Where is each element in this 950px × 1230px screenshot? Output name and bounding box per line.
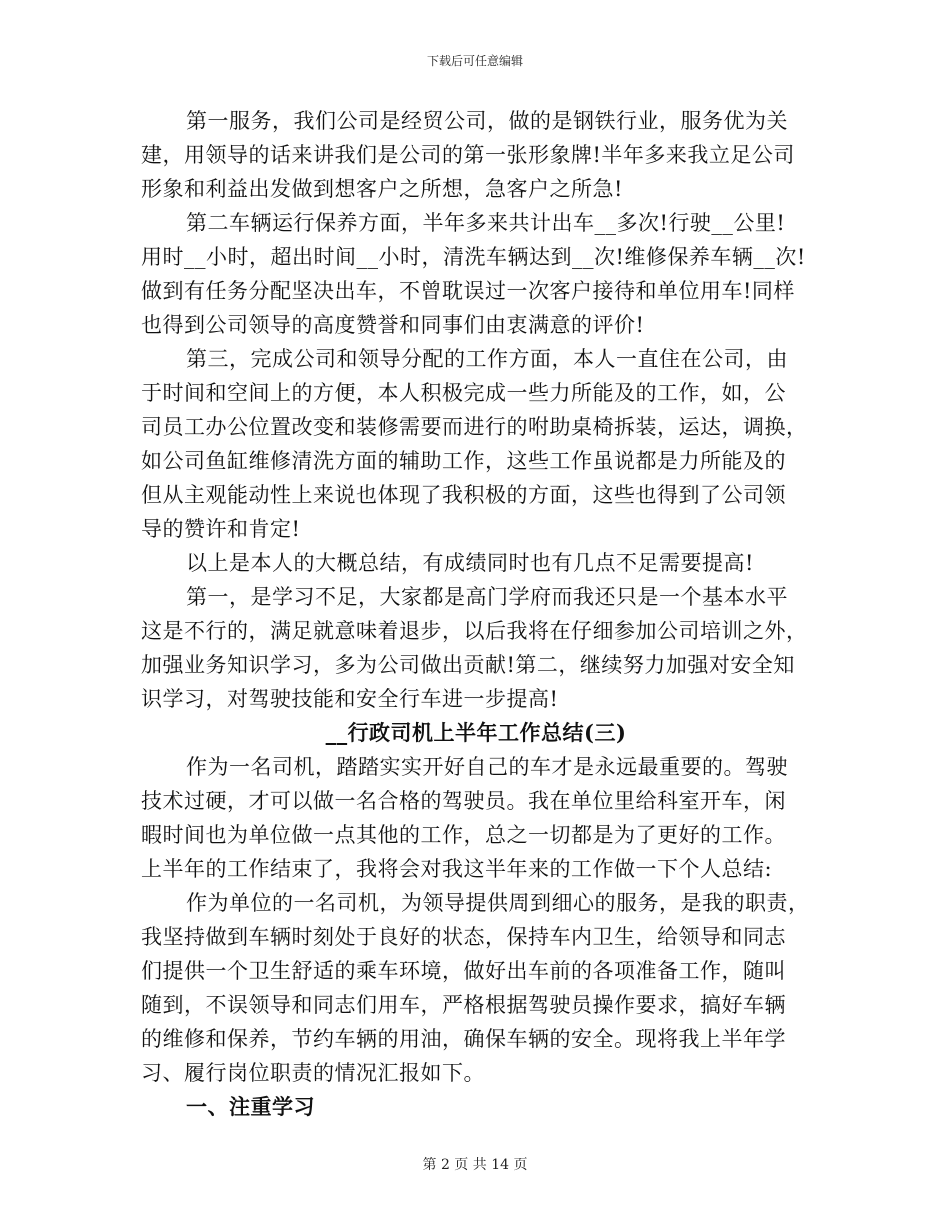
paragraph-line: 暇时间也为单位做一点其他的工作，总之一切都是为了更好的工作。 xyxy=(141,823,786,847)
document-body xyxy=(141,104,811,1124)
subsection-heading: 一、注重学习 xyxy=(186,1094,315,1119)
paragraph-line: 司员工办公位置改变和装修需要而进行的咐助桌椅拆装，运达，调换， xyxy=(141,415,808,439)
paragraph-line: 第三，完成公司和领导分配的工作方面，本人一直住在公司，由 xyxy=(186,347,788,371)
paragraph-line: 以上是本人的大概总结，有成绩同时也有几点不足需要提高! xyxy=(186,551,754,575)
paragraph-line: 作为单位的一名司机，为领导提供周到细心的服务，是我的职责， xyxy=(186,891,810,915)
paragraph-line: 也得到公司领导的高度赞誉和同事们由衷满意的评价! xyxy=(141,313,645,337)
paragraph-line: 做到有任务分配坚决出车，不曾耽误过一次客户接待和单位用车!同样 xyxy=(141,279,795,303)
paragraph-line: 第一服务，我们公司是经贸公司，做的是钢铁行业，服务优为关 xyxy=(186,109,788,133)
page-header: 下载后可任意编辑 xyxy=(426,54,523,68)
paragraph-line: 习、履行岗位职责的情况汇报如下。 xyxy=(141,1061,485,1085)
paragraph-line: 识学习，对驾驶技能和安全行车进一步提高! xyxy=(141,687,559,711)
paragraph-line: 随到，不误领导和同志们用车，严格根据驾驶员操作要求，搞好车辆 xyxy=(141,993,786,1017)
paragraph-line: 这是不行的，满足就意味着退步，以后我将在仔细参加公司培训之外， xyxy=(141,619,808,643)
paragraph-line: 们提供一个卫生舒适的乘车环境，做好出车前的各项准备工作，随叫 xyxy=(141,959,786,983)
paragraph-line: 加强业务知识学习，多为公司做出贡献!第二，继续努力加强对安全知 xyxy=(141,653,795,677)
paragraph-line: 第二车辆运行保养方面，半年多来共计出车__多次!行驶__公里! xyxy=(186,211,786,235)
paragraph-line: 形象和利益出发做到想客户之所想，急客户之所急! xyxy=(141,177,623,201)
paragraph-line: 导的赞许和肯定! xyxy=(141,517,301,541)
paragraph-line: 用时__小时，超出时间__小时，清洗车辆达到__次!维修保养车辆__次! xyxy=(141,245,806,269)
paragraph-line: 于时间和空间上的方便，本人积极完成一些力所能及的工作，如，公 xyxy=(141,381,786,405)
paragraph-line: 第一，是学习不足，大家都是高门学府而我还只是一个基本水平 xyxy=(186,585,788,609)
paragraph-line: 技术过硬，才可以做一名合格的驾驶员。我在单位里给科室开车，闲 xyxy=(141,789,786,813)
paragraph-line: 上半年的工作结束了，我将会对我这半年来的工作做一下个人总结: xyxy=(141,857,773,881)
page-number: 第 2 页 共 14 页 xyxy=(422,1157,528,1173)
section-title: __行政司机上半年工作总结(三) xyxy=(325,720,627,745)
paragraph-line: 我坚持做到车辆时刻处于良好的状态，保持车内卫生，给领导和同志 xyxy=(141,925,786,949)
paragraph-line: 作为一名司机，踏踏实实开好自己的车才是永远最重要的。驾驶 xyxy=(186,755,788,779)
paragraph-line: 但从主观能动性上来说也体现了我积极的方面，这些也得到了公司领 xyxy=(141,483,786,507)
paragraph-line: 如公司鱼缸维修清洗方面的辅助工作，这些工作虽说都是力所能及的 xyxy=(141,449,786,473)
paragraph-line: 建，用领导的话来讲我们是公司的第一张形象牌!半年多来我立足公司 xyxy=(141,143,795,167)
paragraph-line: 的维修和保养，节约车辆的用油，确保车辆的安全。现将我上半年学 xyxy=(141,1027,786,1051)
